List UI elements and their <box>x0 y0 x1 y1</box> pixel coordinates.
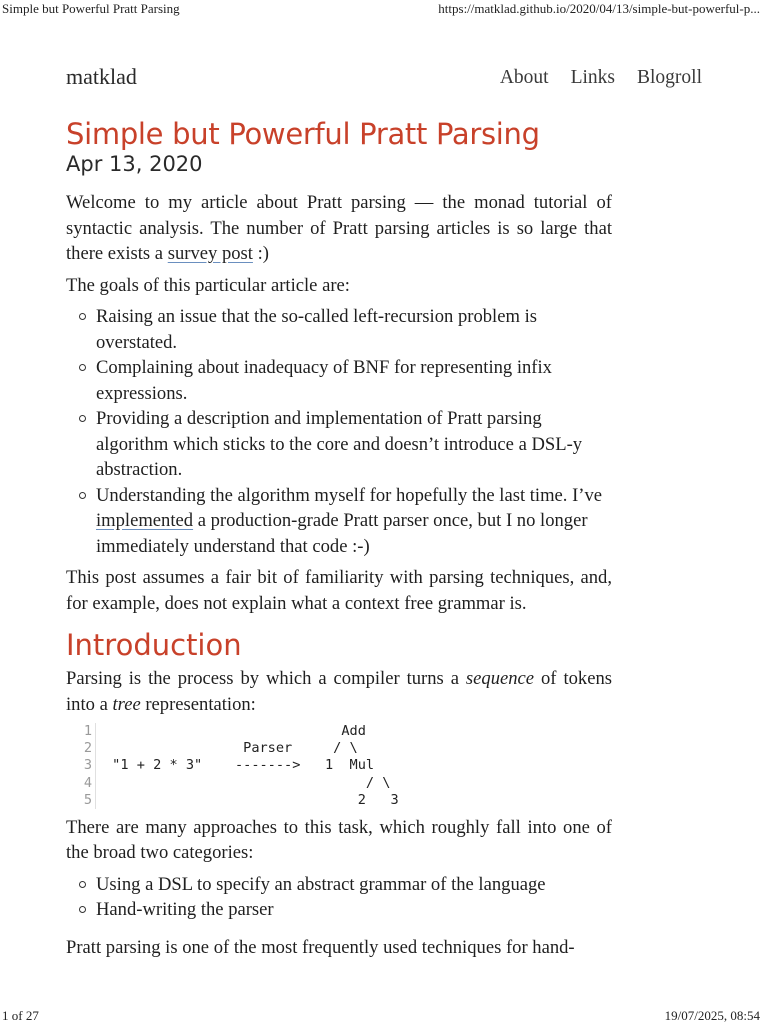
parsing-definition-paragraph <box>66 666 612 717</box>
line-number: 3 <box>83 757 92 774</box>
list-item <box>96 897 612 923</box>
print-page-url: https://matklad.github.io/2020/04/13/simple-but-powerful-p... <box>438 1 760 16</box>
site-header <box>66 64 702 94</box>
goal-text-tail: a production-grade Pratt parser once, but I no longer immediately understand that code :-) <box>96 510 588 557</box>
implemented-link[interactable]: implemented <box>96 510 194 531</box>
emphasis-tree: tree <box>112 693 141 715</box>
parsing-text-1: Parsing is the process by which a compiler turns a <box>66 668 466 689</box>
nav-blogroll-link[interactable]: Blogroll <box>636 67 702 88</box>
goals-list <box>66 304 612 559</box>
bullet-icon <box>79 313 86 320</box>
bullet-icon <box>79 906 86 913</box>
code-line <box>66 723 612 740</box>
intro-paragraph-tail: :) <box>252 243 269 264</box>
print-page-number: 1 of 27 <box>2 1008 39 1023</box>
line-number: 1 <box>83 723 92 739</box>
line-number: 4 <box>83 774 92 791</box>
code-text: / \ <box>104 774 391 791</box>
article <box>66 114 612 966</box>
code-line <box>66 757 612 774</box>
emphasis-sequence: sequence <box>465 668 535 689</box>
introduction-heading: Introduction <box>66 628 242 662</box>
bullet-icon <box>79 881 86 888</box>
pratt-usage-paragraph: Pratt parsing is one of the most frequently used techniques for hand- <box>66 936 575 958</box>
code-line <box>66 740 612 757</box>
code-text: Add <box>104 723 366 739</box>
site-brand-link[interactable]: matklad <box>66 64 137 89</box>
code-line <box>66 792 612 809</box>
approach-text: Using a DSL to specify an abstract grammar of the language <box>96 873 546 895</box>
code-text: 2 3 <box>104 791 399 808</box>
list-item <box>96 483 612 560</box>
post-title: Simple but Powerful Pratt Parsing <box>66 117 540 151</box>
goals-lead-paragraph: The goals of this particular article are: <box>66 274 350 296</box>
goal-text: Providing a description and implementation of Pratt parsing algorithm which sticks to the core and doesn’t introduce a DSL-y abstraction. <box>96 408 583 480</box>
post-date: Apr 13, 2020 <box>66 152 203 176</box>
goal-text: Understanding the algorithm myself for hopefully the last time. I’ve <box>96 484 603 506</box>
approaches-list <box>66 872 612 923</box>
print-footer <box>0 1008 768 1024</box>
code-text: Parser / \ <box>104 740 358 757</box>
goal-text: Raising an issue that the so-called left-recursion problem is overstated. <box>96 306 537 353</box>
list-item <box>96 355 612 406</box>
list-item <box>96 872 612 898</box>
parsing-text-3: representation: <box>140 693 256 715</box>
print-header <box>0 0 768 18</box>
parsing-text-2: of tokens into a <box>66 668 612 715</box>
goal-text: Complaining about inadequacy of BNF for representing infix expressions. <box>96 357 552 404</box>
print-page-title: Simple but Powerful Pratt Parsing <box>2 1 180 16</box>
bullet-icon <box>79 492 86 499</box>
bullet-icon <box>79 415 86 422</box>
code-line <box>66 775 612 792</box>
print-datetime: 19/07/2025, 08:54 <box>664 1008 760 1023</box>
survey-post-link[interactable]: survey post <box>167 243 253 264</box>
approaches-paragraph: There are many approaches to this task, which roughly fall into one of the broad two categories: <box>66 816 612 864</box>
intro-paragraph <box>66 190 612 267</box>
code-text: "1 + 2 * 3" -------> 1 Mul <box>104 757 375 774</box>
list-item <box>96 406 612 483</box>
approach-text: Hand-writing the parser <box>96 899 274 921</box>
nav-links-link[interactable]: Links <box>570 67 615 88</box>
line-number: 2 <box>83 740 92 757</box>
assumptions-paragraph: This post assumes a fair bit of familiarity with parsing techniques, and, for example, does not explain what a context free grammar is. <box>66 567 612 614</box>
bullet-icon <box>79 364 86 371</box>
nav-about-link[interactable]: About <box>499 67 549 88</box>
intro-paragraph-text: Welcome to my article about Pratt parsing — the monad tutorial of syntactic analysis. The number of Pratt parsing articles is so large that there exists a <box>66 192 612 264</box>
line-number: 5 <box>83 791 92 808</box>
code-block <box>66 723 612 809</box>
site-nav <box>482 67 702 89</box>
list-item <box>96 304 612 355</box>
